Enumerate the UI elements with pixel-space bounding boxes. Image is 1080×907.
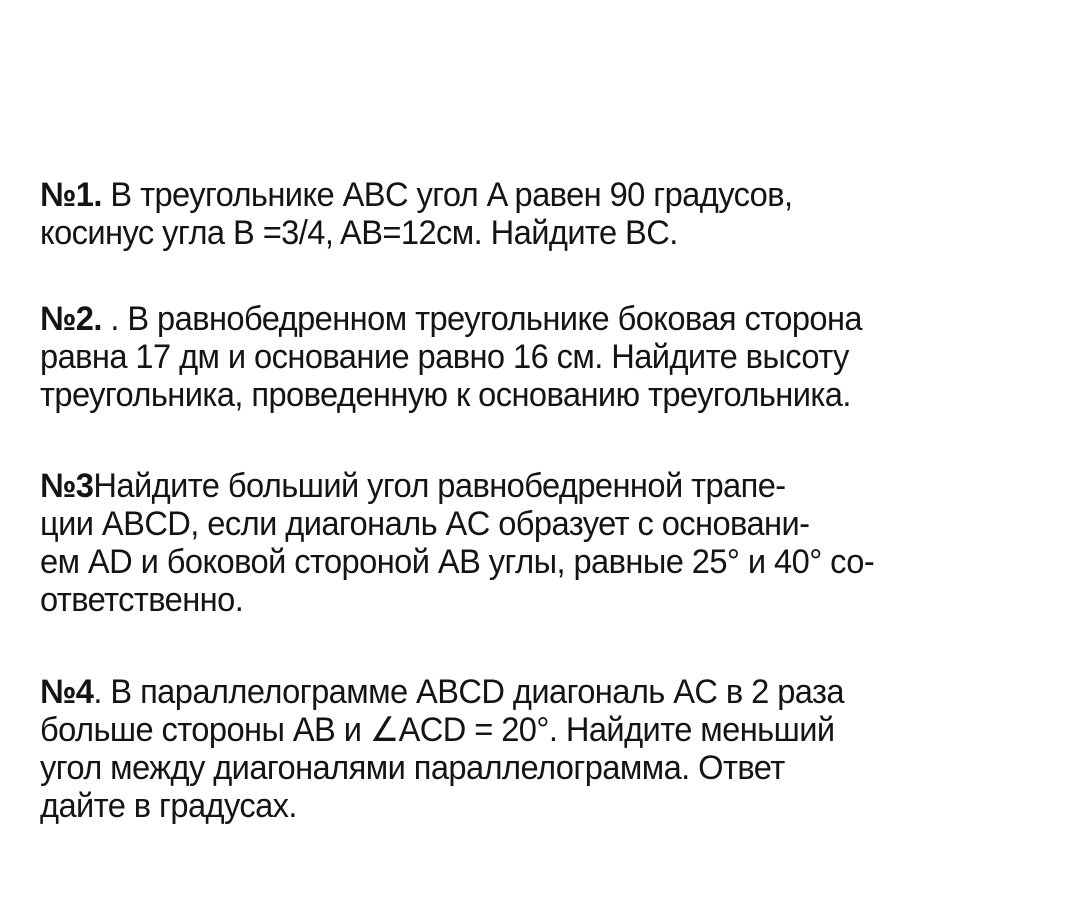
problem-number: №3: [40, 467, 94, 505]
problem-text: Найдите больший угол равнобедренной трапе-: [93, 467, 786, 505]
problem-line: [40, 673, 1048, 711]
problem-text: косинус угла B =3/4, AB=12см. Найдите BC.: [40, 214, 678, 252]
problem-line: [40, 176, 1048, 214]
problem-text: . В равнобедренном треугольнике боковая сторона: [101, 300, 863, 338]
problem-line: [40, 300, 1048, 338]
problem-number: №1.: [40, 176, 102, 214]
problem-number: №4: [40, 673, 94, 711]
problem-text: ции ABCD, если диагональ AC образует с основани-: [40, 505, 810, 543]
problem-text: . В параллелограмме ABCD диагональ AC в 2 раза: [93, 673, 844, 711]
problem-number: №2.: [40, 300, 102, 338]
problem-line: [40, 467, 1048, 505]
problem-sheet: [40, 176, 1050, 825]
problem-text: равна 17 дм и основание равно 16 см. Найдите высоту: [40, 338, 849, 376]
problem-text: треугольника, проведенную к основанию треугольника.: [40, 376, 851, 414]
problem-4: [40, 673, 1048, 825]
problem-text: дайте в градусах.: [40, 787, 297, 825]
problem-1: [40, 176, 1048, 252]
problem-text: ем AD и боковой стороной AB углы, равные 25° и 40° со-: [40, 543, 875, 581]
problem-2: [40, 300, 1048, 414]
problem-text: угол между диагоналями параллелограмма. Ответ: [40, 749, 785, 787]
problem-text: В треугольнике ABC угол A равен 90 градусов,: [101, 176, 793, 214]
problem-text: ответственно.: [40, 581, 244, 619]
problem-text: больше стороны AB и ∠ACD = 20°. Найдите меньший: [40, 711, 835, 749]
problem-3: [40, 467, 1048, 619]
